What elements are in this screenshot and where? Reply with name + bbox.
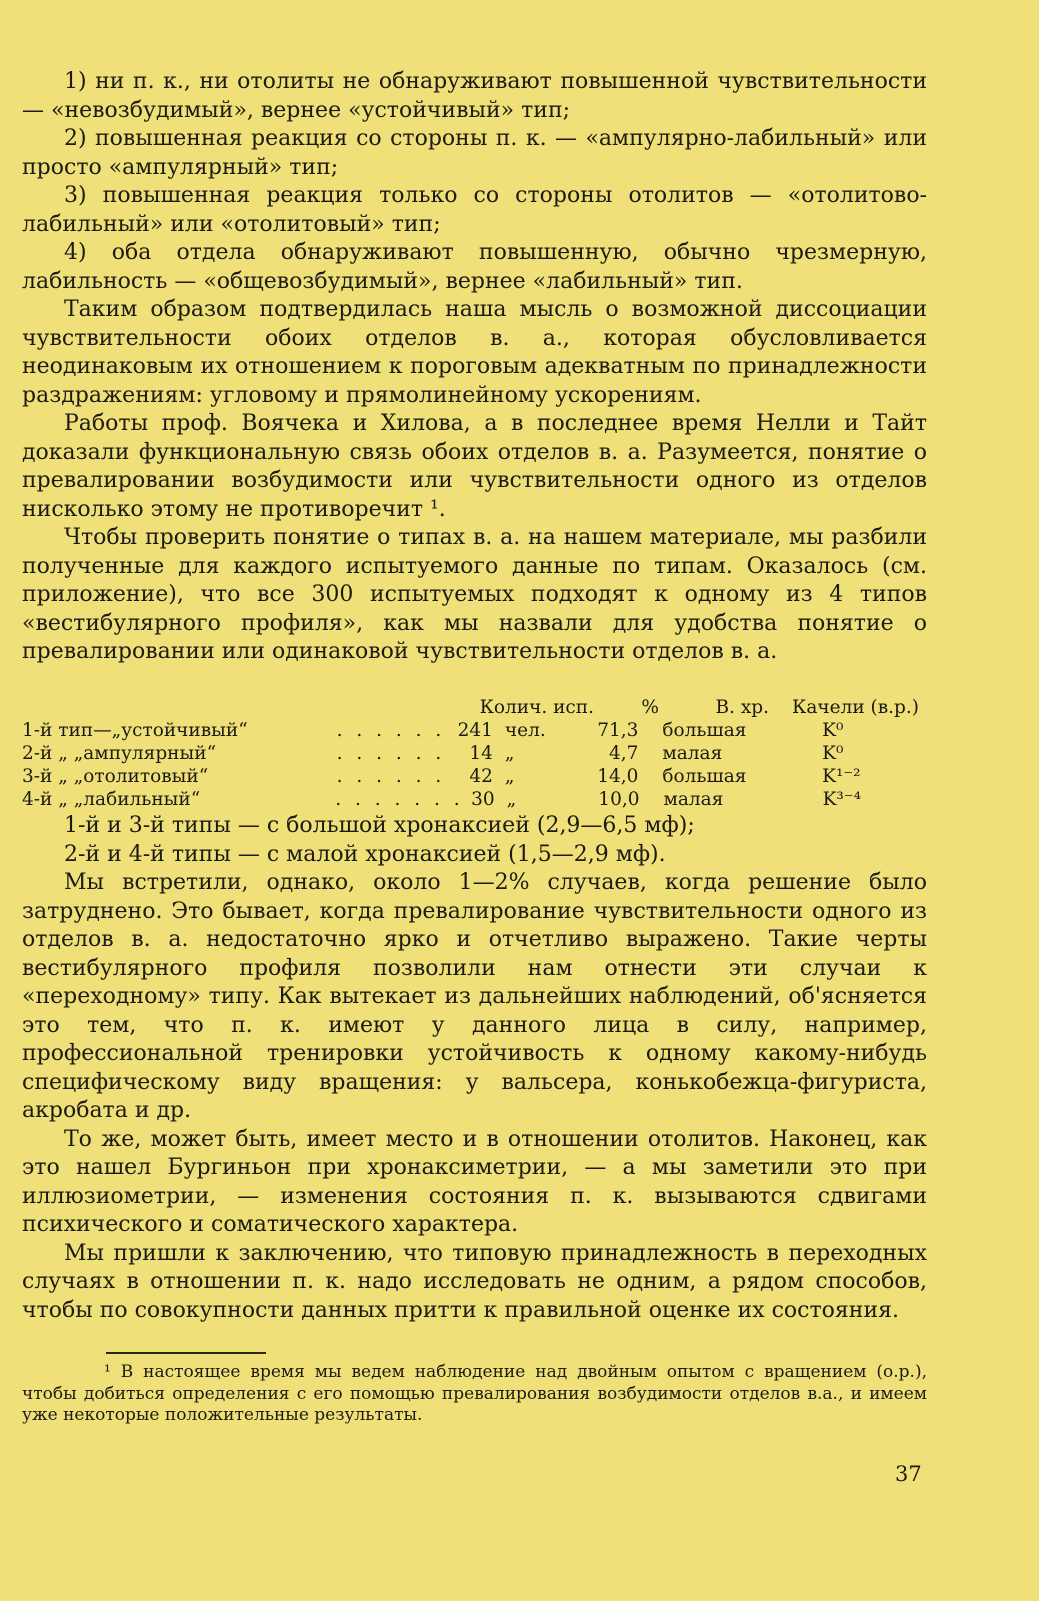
row-kach: K¹⁻² — [822, 766, 861, 787]
row-type: 2-й „ „ампулярный“ — [22, 743, 217, 764]
table-header — [22, 696, 927, 719]
paragraph-works: Работы проф. Воячека и Хилова, а в последнее время Нелли и Тайт доказали функциональную связь обоих отделов в. а. Разумеется, понятие о превалировании возбудимости или чувствительности одного из отделов нисколько этому не противоречит ¹. — [22, 411, 927, 522]
row-pct: 14,0 — [597, 766, 639, 787]
paragraph-otoliths: То же, может быть, имеет место и в отношении отолитов. Наконец, как это нашел Бургиньон при хронаксиметрии, — а мы заметили это при иллюзиометрии, — изменения состояния п. к. вызываются сдвигами психического и соматического характера. — [22, 1126, 927, 1237]
paragraph-dissociation: Таким образом подтвердилась наша мысль о возможной диссоциации чувствительности обоих отделов в. а., которая обусловливается неодинаковым их отношением к пороговым адекватным по принадлежности раздражениям: угловому и прямолинейному ускорениям. — [22, 297, 927, 408]
row-type: 3-й „ „отолитовый“ — [22, 766, 209, 787]
paragraph-chronaxie-2: 2-й и 4-й типы — с малой хронаксией (1,5—2,9 мф). — [64, 841, 666, 867]
row-dots: . . . . . . — [336, 743, 446, 764]
row-pct: 4,7 — [608, 743, 639, 764]
row-kach: K³⁻⁴ — [822, 789, 862, 810]
row-chr: малая — [663, 789, 724, 810]
row-chr: большая — [662, 720, 747, 741]
row-kach: K⁰ — [822, 720, 844, 741]
row-kach: K⁰ — [822, 743, 844, 764]
row-count: 14 — [469, 743, 493, 764]
table-row — [22, 788, 927, 811]
header-chr: В. хр. — [715, 697, 769, 718]
page-number: 37 — [895, 1462, 922, 1486]
row-count: 30 — [471, 789, 495, 810]
row-chr: большая — [662, 766, 747, 787]
table-row — [22, 719, 927, 742]
paragraph-types-check: Чтобы проверить понятие о типах в. а. на нашем материале, мы разбили полученные для каждого испытуемого данные по типам. Оказалось (см. приложение), что все 300 испытуемых подходят к одному из 4 типов «вестибулярного профиля», как мы назвали для удобства понятие о превалировании или одинаковой чувствительности отделов в. а. — [22, 525, 927, 664]
row-type: 4-й „ „лабильный“ — [22, 789, 201, 810]
paragraph-transitional: Мы встретили, однако, около 1—2% случаев, когда решение было затруднено. Это бывает, когда превалирование чувствительности одного из отделов в. а. недостаточно ярко и отчетливо выражено. Такие черты вестибулярного профиля позволили нам отнести эти случаи к «переходному» типу. Как вытекает из дальнейших наблюдений, об'ясняется это тем, что п. к. имеют у данного лица в силу, например, профессиональной тренировки устойчивость к одному какому-нибудь специфическому виду вращения: у вальсера, конькобежца-фигуриста, акробата и др. — [22, 870, 927, 1123]
row-dots: . . . . . . — [336, 720, 446, 741]
row-unit: „ — [504, 743, 515, 764]
list-item-2: 2) повышенная реакция со стороны п. к. — «ампулярно-лабильный» или просто «ампулярный» тип; — [22, 126, 927, 180]
list-item-3: 3) повышенная реакция только со стороны отолитов — «отолитово-лабильный» или «отолитовый» тип; — [22, 183, 927, 237]
body-text — [22, 68, 927, 667]
types-table — [22, 696, 927, 811]
row-count: 42 — [469, 766, 493, 787]
row-pct: 10,0 — [598, 789, 640, 810]
header-pct: % — [641, 697, 659, 718]
row-pct: 71,3 — [597, 720, 639, 741]
header-count: Колич. исп. — [479, 697, 594, 718]
row-dots: . . . . . . — [336, 766, 446, 787]
row-dots: . . . . . . . — [335, 789, 464, 810]
header-kach: Качели (в.р.) — [792, 697, 919, 718]
footnote-text: ¹ В настоящее время мы ведем наблюдение над двойным опытом с вращением (о.р.), чтобы добиться определения с его помощью превалирования возбудимости отделов в.а., и имеем уже некоторые положительные результаты. — [22, 1362, 927, 1425]
row-unit: „ — [504, 766, 515, 787]
footnote — [22, 1362, 927, 1427]
list-item-4: 4) оба отдела обнаруживают повышенную, обычно чрезмерную, лабильность — «общевозбудимый», вернее «лабильный» тип. — [22, 240, 927, 294]
row-count: 241 — [457, 720, 493, 741]
table-row — [22, 765, 927, 788]
table-row — [22, 742, 927, 765]
row-type: 1-й тип—„устойчивый“ — [22, 720, 248, 741]
row-unit: чел. — [504, 720, 546, 741]
body-text-continued — [22, 812, 927, 1325]
footnote-divider — [106, 1352, 266, 1354]
paragraph-conclusion: Мы пришли к заключению, что типовую принадлежность в переходных случаях в отношении п. к. надо исследовать не одним, а рядом способов, чтобы по совокупности данных притти к правильной оценке их состояния. — [22, 1240, 927, 1323]
row-unit: „ — [506, 789, 517, 810]
row-chr: малая — [662, 743, 723, 764]
list-item-1: 1) ни п. к., ни отолиты не обнаруживают повышенной чувствительности — «невозбудимый», вернее «устойчивый» тип; — [22, 69, 927, 123]
paragraph-chronaxie-1: 1-й и 3-й типы — с большой хронаксией (2,9—6,5 мф); — [64, 813, 695, 838]
